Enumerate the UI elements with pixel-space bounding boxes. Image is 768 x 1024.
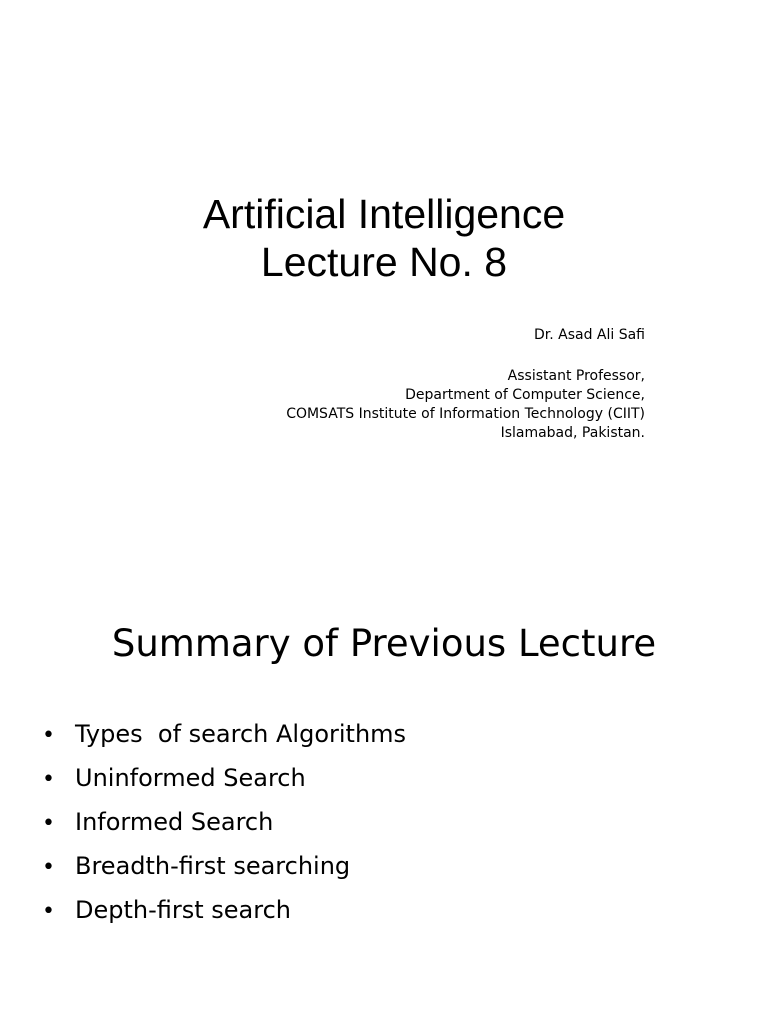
bullet-icon: • — [42, 767, 55, 792]
title-line-2: Lecture No. 8 — [260, 239, 508, 285]
list-item-text: Informed Search — [75, 808, 274, 836]
list-item-text: Depth-first search — [75, 896, 292, 924]
list-item — [42, 713, 406, 757]
summary-title: Summary of Previous Lecture — [111, 622, 657, 665]
slide-title — [0, 190, 768, 286]
author-name: Dr. Asad Ali Safi — [533, 327, 645, 343]
title-line-1: Artificial Intelligence — [202, 191, 566, 237]
affiliation-line-2: Department of Computer Science, — [405, 387, 645, 403]
list-item-text: Breadth-first searching — [75, 852, 351, 880]
affiliation-line-1: Assistant Professor, — [507, 368, 645, 384]
list-item-text: Uninformed Search — [75, 764, 306, 792]
summary-slide — [0, 576, 768, 1024]
bullet-icon: • — [42, 855, 55, 880]
list-item — [42, 889, 406, 933]
bullet-icon: • — [42, 723, 55, 748]
list-item-text: Types of search Algorithms — [75, 720, 407, 748]
bullet-icon: • — [42, 811, 55, 836]
list-item — [42, 801, 406, 845]
bullet-icon: • — [42, 899, 55, 924]
list-item — [42, 845, 406, 889]
summary-bullet-list — [42, 713, 406, 933]
author-block — [286, 326, 645, 443]
affiliation-line-4: Islamabad, Pakistan. — [500, 425, 645, 441]
affiliation-line-3: COMSATS Institute of Information Technology (CIIT) — [286, 406, 645, 422]
list-item — [42, 757, 406, 801]
